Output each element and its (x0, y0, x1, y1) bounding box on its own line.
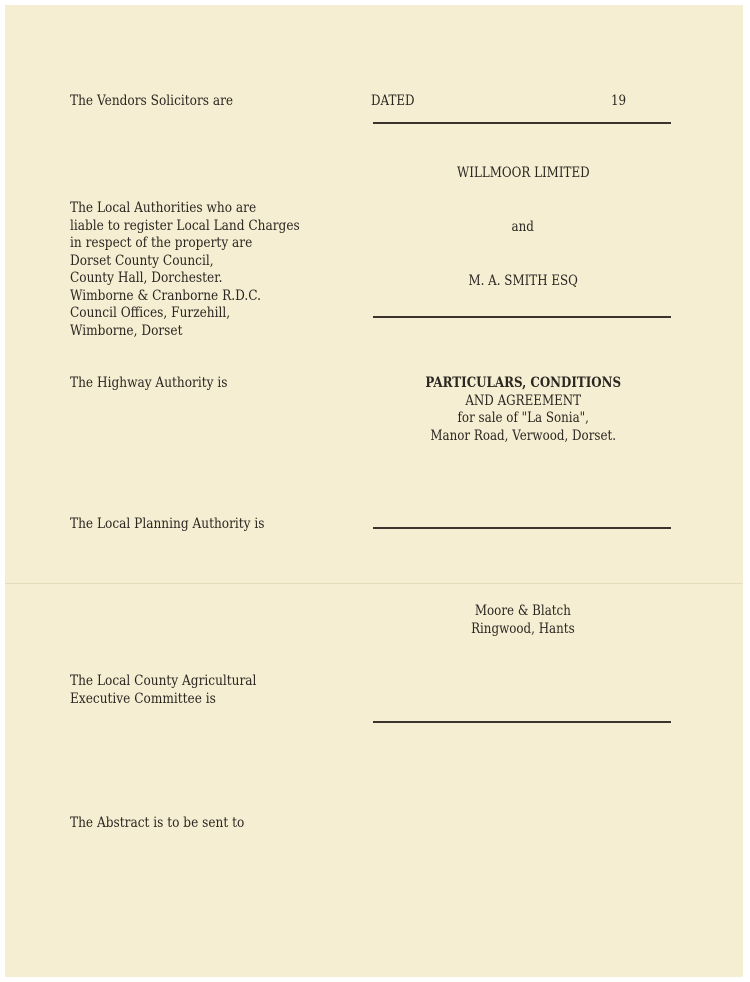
agricultural-committee-block (70, 673, 256, 708)
solicitors-inner (471, 603, 575, 638)
particulars-subheading: AND AGREEMENT (465, 392, 581, 409)
conjunction-text: and (511, 219, 535, 235)
particulars-rule (373, 527, 671, 529)
local-authorities-line: The Local Authorities who are (70, 200, 257, 216)
highway-authority-label: The Highway Authority is (70, 375, 228, 391)
dated-label: DATED (371, 93, 415, 109)
parties-rule (373, 316, 671, 318)
particulars-property: for sale of "La Sonia", (457, 410, 589, 426)
local-authorities-line: in respect of the property are (70, 235, 253, 251)
party-two-text: M. A. SMITH ESQ (468, 273, 578, 289)
local-authorities-line: Dorset County Council, (70, 252, 214, 269)
particulars-heading: PARTICULARS, CONDITIONS (425, 375, 621, 391)
solicitors-rule (373, 721, 671, 723)
year-prefix: 19 (611, 93, 627, 109)
particulars-address: Manor Road, Verwood, Dorset. (430, 427, 616, 444)
fold-crease (5, 583, 743, 584)
vendors-solicitors-label: The Vendors Solicitors are (70, 93, 234, 109)
local-authorities-line: Wimborne & Cranborne R.D.C. (70, 287, 261, 304)
particulars-inner (425, 375, 621, 445)
local-authorities-line: Wimborne, Dorset (70, 322, 183, 339)
local-authorities-line: County Hall, Dorchester. (70, 270, 223, 286)
solicitors-name: Moore & Blatch (474, 603, 571, 619)
agricultural-committee-line: Executive Committee is (70, 690, 216, 707)
conjunction (373, 219, 673, 237)
document-sheet (5, 5, 743, 977)
abstract-label: The Abstract is to be sent to (70, 815, 245, 831)
party-one (373, 165, 673, 183)
solicitors-block (373, 603, 673, 638)
party-two (373, 273, 673, 291)
party-one-text: WILLMOOR LIMITED (456, 165, 590, 181)
planning-authority-label: The Local Planning Authority is (70, 516, 265, 532)
local-authorities-block (70, 200, 300, 340)
local-authorities-line: liable to register Local Land Charges (70, 217, 300, 234)
local-authorities-line: Council Offices, Furzehill, (70, 305, 231, 321)
particulars-block (373, 375, 673, 445)
solicitors-town: Ringwood, Hants (471, 620, 575, 637)
agricultural-committee-line: The Local County Agricultural (70, 673, 257, 689)
date-rule (373, 122, 671, 124)
